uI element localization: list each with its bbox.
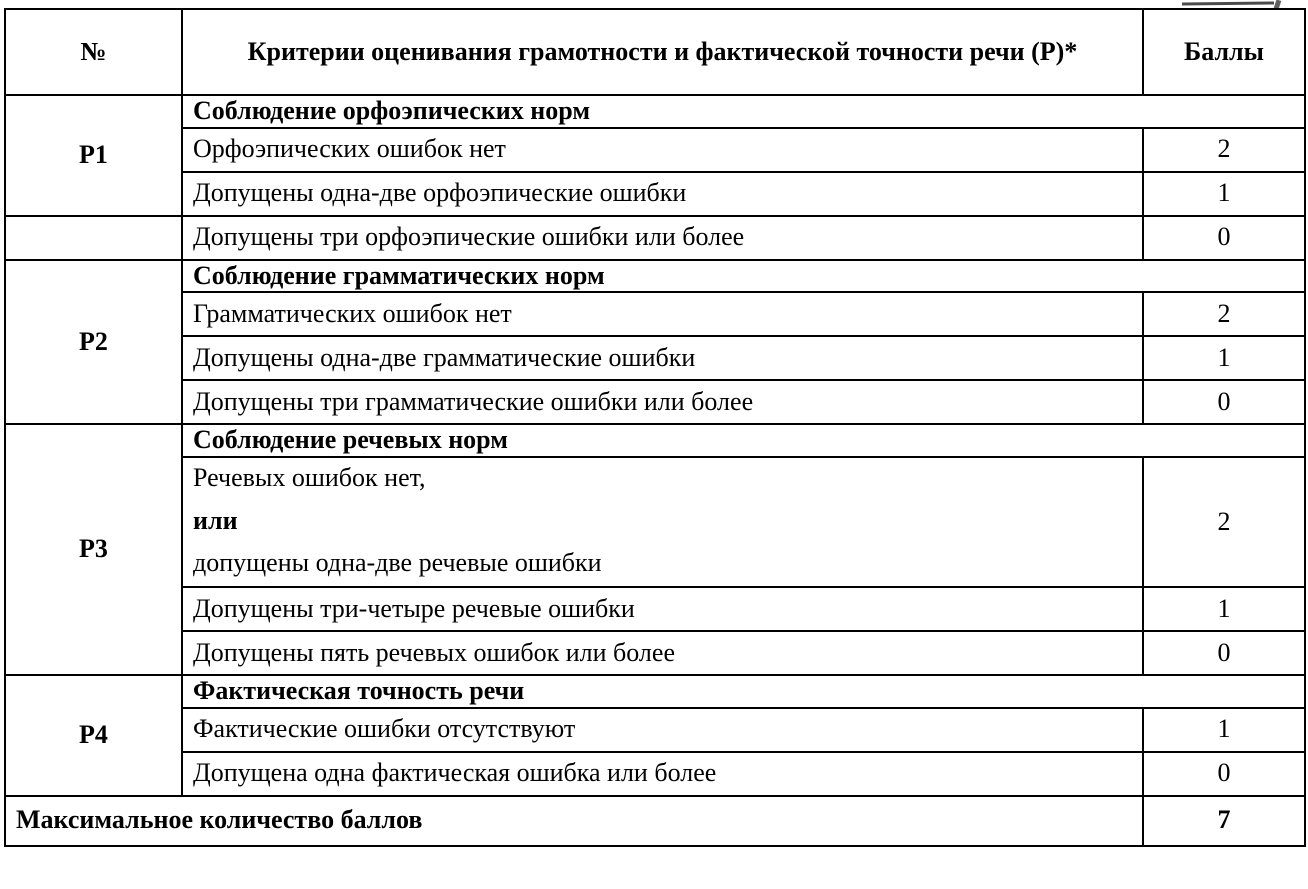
criterion-score: 1 <box>1143 708 1305 752</box>
table-row <box>5 292 1305 336</box>
table-row <box>5 172 1305 216</box>
table-row <box>5 752 1305 796</box>
criterion-score: 2 <box>1143 128 1305 172</box>
section-title-p3: Соблюдение речевых норм <box>182 424 1305 457</box>
criterion-score: 0 <box>1143 380 1305 424</box>
section-header-row <box>5 675 1305 708</box>
section-code-spacer <box>5 216 182 260</box>
section-title-p1: Соблюдение орфоэпических норм <box>182 95 1305 128</box>
criterion-score: 0 <box>1143 631 1305 675</box>
criterion-text: Допущены три орфоэпические ошибки или более <box>182 216 1143 260</box>
criterion-score: 0 <box>1143 752 1305 796</box>
total-row <box>5 796 1305 846</box>
header-criteria-cell: Критерии оценивания грамотности и фактической точности речи (Р)* <box>182 9 1143 95</box>
table-row <box>5 631 1305 675</box>
criterion-text: Допущены три-четыре речевые ошибки <box>182 587 1143 631</box>
table-row <box>5 380 1305 424</box>
criterion-score: 0 <box>1143 216 1305 260</box>
section-code-p3: Р3 <box>5 424 182 675</box>
criterion-text-multiline <box>182 457 1143 587</box>
criterion-line-or: или <box>193 505 238 535</box>
criterion-text: Орфоэпических ошибок нет <box>182 128 1143 172</box>
total-label: Максимальное количество баллов <box>5 796 1143 846</box>
scan-artifact <box>1182 2 1274 6</box>
criterion-text: Допущены одна-две грамматические ошибки <box>182 336 1143 380</box>
section-header-row <box>5 95 1305 128</box>
total-score: 7 <box>1143 796 1305 846</box>
criterion-text: Допущены три грамматические ошибки или более <box>182 380 1143 424</box>
section-code-p4: Р4 <box>5 675 182 796</box>
header-score-cell: Баллы <box>1143 9 1305 95</box>
criterion-line-3: допущены одна-две речевые ошибки <box>193 548 602 578</box>
criterion-score: 1 <box>1143 172 1305 216</box>
section-header-row <box>5 260 1305 293</box>
section-code-p1: Р1 <box>5 95 182 216</box>
table-row <box>5 708 1305 752</box>
table-row <box>5 216 1305 260</box>
section-code-p2: Р2 <box>5 260 182 425</box>
criterion-text: Допущены пять речевых ошибок или более <box>182 631 1143 675</box>
table-row <box>5 336 1305 380</box>
criterion-score: 2 <box>1143 292 1305 336</box>
table-row <box>5 128 1305 172</box>
section-title-p2: Соблюдение грамматических норм <box>182 260 1305 293</box>
section-title-p4: Фактическая точность речи <box>182 675 1305 708</box>
header-number-cell: № <box>5 9 182 95</box>
criterion-score: 1 <box>1143 336 1305 380</box>
table-row <box>5 587 1305 631</box>
criteria-table <box>4 8 1306 847</box>
criterion-score: 1 <box>1143 587 1305 631</box>
criterion-text: Грамматических ошибок нет <box>182 292 1143 336</box>
criterion-text: Фактические ошибки отсутствуют <box>182 708 1143 752</box>
criterion-text: Допущены одна-две орфоэпические ошибки <box>182 172 1143 216</box>
criterion-text: Допущена одна фактическая ошибка или более <box>182 752 1143 796</box>
section-header-row <box>5 424 1305 457</box>
table-row <box>5 457 1305 587</box>
table-header-row <box>5 9 1305 95</box>
criterion-line-1: Речевых ошибок нет, <box>193 463 426 493</box>
criterion-score: 2 <box>1143 457 1305 587</box>
